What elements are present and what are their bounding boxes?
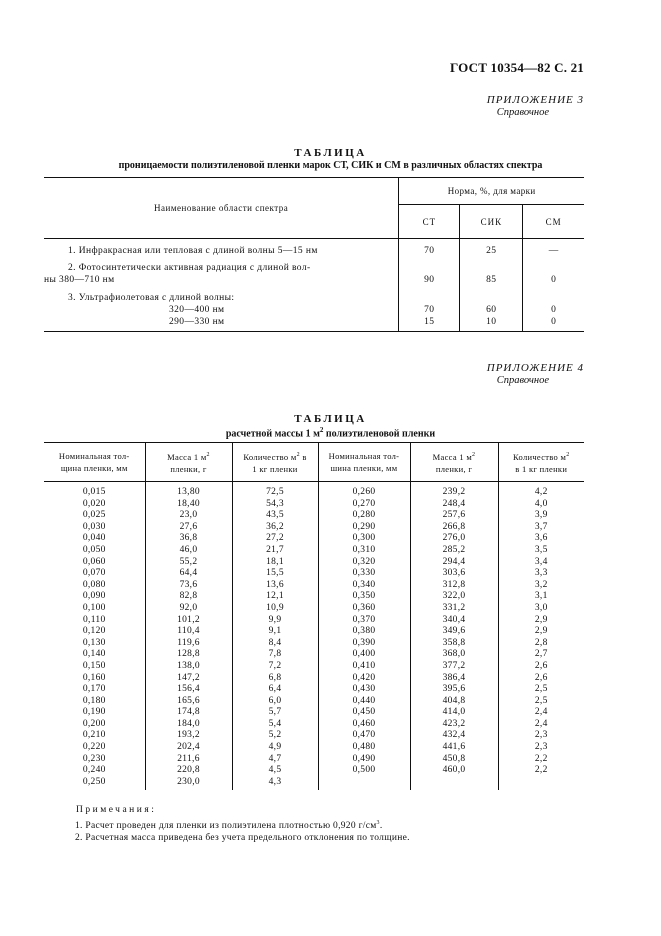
table1-caption: ТАБЛИЦА [294,147,367,159]
table-cell: 4,5 [232,765,318,777]
col-header-thickness: Номинальная тол- щина пленки, мм [44,443,145,482]
row-label: 1. Инфракрасная или тепловая с длиной волны 5—15 нм [68,246,318,256]
cell-value: 90 [399,257,460,286]
table-cell: 0,370 [318,615,410,627]
table-cell: 0,330 [318,568,410,580]
table-cell: 13,6 [232,580,318,592]
row-label-line1: 2. Фотосинтетически активная радиация с длиной вол- [68,263,311,273]
cell-value: 60 [460,304,523,316]
table-cell: 0,220 [82,742,106,753]
col-header-st: СТ [399,205,460,239]
table-cell: 414,0 [410,707,498,719]
table-row [44,580,584,592]
appendix-4-sub: Справочное [496,375,549,386]
table-cell: 0,490 [318,754,410,766]
table-cell: 0,160 [82,672,106,683]
table-cell: 0,090 [82,591,106,602]
table-cell: 3,9 [498,510,584,522]
table-cell: 4,0 [498,499,584,511]
table1-subtitle: проницаемости полиэтиленовой пленки марок СТ, СИК и СМ в различных областях спектра [118,160,543,171]
page-header: ГОСТ 10354—82 С. 21 [450,60,584,75]
table-row [44,730,584,742]
table-row [44,615,584,627]
table-cell: 9,9 [232,615,318,627]
table-cell: 7,8 [232,649,318,661]
table-cell: 0,460 [318,719,410,731]
table-row [44,499,584,511]
appendix-4-label: ПРИЛОЖЕНИЕ 4 [486,362,584,374]
table-cell: 0,230 [82,753,106,764]
cell-value [399,286,460,304]
table-row [44,257,584,286]
row-label [44,257,399,286]
table-cell: 128,8 [145,649,232,661]
table-cell: 5,2 [232,730,318,742]
row-label-line2: ны 380—710 нм [44,275,115,285]
table-cell: 54,3 [232,499,318,511]
table-cell: 220,8 [145,765,232,777]
table-cell: 460,0 [410,765,498,777]
table-cell: 331,2 [410,603,498,615]
table-cell: 0,200 [82,718,106,729]
table-cell: 266,8 [410,522,498,534]
table-cell: 0,210 [82,730,106,741]
table-cell: 0,140 [82,649,106,660]
row-label: 3. Ультрафиолетовая с длиной волны: [68,293,235,303]
col-header-sik: СИК [460,205,523,239]
table-row [44,777,584,791]
table-cell: 0,350 [318,591,410,603]
cell-value: 10 [460,316,523,332]
table-cell: 18,1 [232,557,318,569]
table-cell: 138,0 [145,661,232,673]
table-cell: 73,6 [145,580,232,592]
spectrum-table [44,177,584,332]
table-row [44,673,584,685]
table-cell: 46,0 [145,545,232,557]
table-cell: 3,5 [498,545,584,557]
table-cell: 2,9 [498,615,584,627]
table-cell: 92,0 [145,603,232,615]
table-cell: 0,020 [82,498,106,509]
table-cell: 230,0 [145,777,232,791]
table-cell: 0,390 [318,638,410,650]
table-cell: 0,250 [82,776,106,787]
table-cell: 6,8 [232,673,318,685]
table-cell: 0,120 [82,626,106,637]
table-cell: 2,2 [498,765,584,777]
cell-value: — [523,239,584,258]
table-cell: 18,40 [145,499,232,511]
table-row [44,591,584,603]
table-cell: 27,2 [232,533,318,545]
notes [76,804,410,845]
table-cell: 303,6 [410,568,498,580]
table-cell: 423,2 [410,719,498,731]
table-cell: 0,290 [318,522,410,534]
table-cell: 0,480 [318,742,410,754]
table-cell: 27,6 [145,522,232,534]
table-cell: 2,6 [498,673,584,685]
row-label: 290—330 нм [44,316,399,332]
table-cell: 239,2 [410,482,498,499]
table-cell: 0,280 [318,510,410,522]
table-cell: 13,80 [145,482,232,499]
cell-value: 15 [399,316,460,332]
table-cell: 2,6 [498,661,584,673]
table-cell: 0,450 [318,707,410,719]
table-row [44,568,584,580]
table-cell: 0,040 [82,533,106,544]
table-cell: 9,1 [232,626,318,638]
row-label: 320—400 нм [169,305,225,315]
table-cell: 0,320 [318,557,410,569]
table-row [44,522,584,534]
table-row [44,510,584,522]
col-header-quantity-2: Количество $м^2$ в 1 кг пленки [498,443,584,482]
col-header-sm: СМ [523,205,584,239]
table-cell: 72,5 [232,482,318,499]
table-cell: 10,9 [232,603,318,615]
note-2: 2. Расчетная масса приведена без учета предельного отклонения по толщине. [75,833,410,844]
table-cell: 119,6 [145,638,232,650]
table-cell: 0,400 [318,649,410,661]
table-cell: 276,0 [410,533,498,545]
table-row [44,707,584,719]
table-cell: 4,7 [232,754,318,766]
table-cell: 3,4 [498,557,584,569]
table-cell: 0,080 [82,579,106,590]
table-row [44,649,584,661]
table-row [44,545,584,557]
table-cell: 377,2 [410,661,498,673]
table-cell: 349,6 [410,626,498,638]
table-cell: 0,050 [82,544,106,555]
cell-value: 0 [523,257,584,286]
table-row [44,482,584,499]
table-cell: 395,6 [410,684,498,696]
table-cell: 174,8 [145,707,232,719]
table-cell: 386,4 [410,673,498,685]
table-cell: 0,240 [82,765,106,776]
table-row [44,765,584,777]
table-cell: 0,410 [318,661,410,673]
table-cell: 358,8 [410,638,498,650]
table-cell: 12,1 [232,591,318,603]
table-cell: 64,4 [145,568,232,580]
table-row [44,286,584,304]
table-cell: 0,110 [82,614,106,625]
table-cell: 2,7 [498,649,584,661]
table-cell: 285,2 [410,545,498,557]
table-cell: 257,6 [410,510,498,522]
col-header-spectrum: Наименование области спектра [44,178,399,239]
table-row [44,316,584,332]
table-cell: 0,100 [82,602,106,613]
table2-caption: ТАБЛИЦА [294,413,367,425]
table-cell: 184,0 [145,719,232,731]
table-cell: 21,7 [232,545,318,557]
table-cell: 2,4 [498,719,584,731]
table-cell: 6,0 [232,696,318,708]
table-row [44,533,584,545]
table-cell: 4,2 [498,482,584,499]
table-cell: 2,3 [498,742,584,754]
table-cell: 36,8 [145,533,232,545]
table-cell: 404,8 [410,696,498,708]
col-header-quantity: Количество $м^2$ в 1 кг пленки [232,443,318,482]
table-cell: 156,4 [145,684,232,696]
table-cell: 2,2 [498,754,584,766]
table-cell: 0,025 [82,510,106,521]
table-cell: 432,4 [410,730,498,742]
cell-value [523,286,584,304]
table-cell: 0,420 [318,673,410,685]
table-cell: 0,430 [318,684,410,696]
table-cell: 8,4 [232,638,318,650]
table-cell: 2,5 [498,684,584,696]
table-cell: 82,8 [145,591,232,603]
table-cell: 0,360 [318,603,410,615]
col-header-mass-2: Масса 1 $м^2$ пленки, г [410,443,498,482]
table-row [44,696,584,708]
table-cell [410,777,498,791]
table-cell: 0,015 [82,487,106,497]
col-header-norm: Норма, %, для марки [399,178,584,205]
notes-title: Примечания: [76,805,157,815]
col-header-mass: Масса 1 $м^2$ пленки, г [145,443,232,482]
table-cell: 2,3 [498,730,584,742]
table-cell: 147,2 [145,673,232,685]
table-cell: 2,4 [498,707,584,719]
table-cell: 450,8 [410,754,498,766]
table-cell: 3,0 [498,603,584,615]
table-cell: 0,260 [318,482,410,499]
table2-subtitle: расчетной массы 1 $м^2$ полиэтиленовой пленки [225,426,436,440]
table-cell: 3,6 [498,533,584,545]
table-cell: 3,1 [498,591,584,603]
table-row [44,557,584,569]
table-cell: 0,030 [82,521,106,532]
table-row [44,638,584,650]
table-cell: 15,5 [232,568,318,580]
table-cell: 340,4 [410,615,498,627]
table-cell: 0,470 [318,730,410,742]
col-header-thickness-2: Номинальная тол- шина пленки, мм [318,443,410,482]
table-cell: 312,8 [410,580,498,592]
table-cell: 0,190 [82,707,106,718]
table-cell: 2,5 [498,696,584,708]
note-1: 1. Расчет проведен для пленки из полиэтилена плотностью 0,920 $г/см^3$. [75,819,383,831]
table-row [44,661,584,673]
table-cell: 101,2 [145,615,232,627]
cell-value: 85 [460,257,523,286]
table-row [44,684,584,696]
cell-value: 0 [523,316,584,332]
table-cell: 110,4 [145,626,232,638]
table-row [44,719,584,731]
table-cell: 4,3 [232,777,318,791]
table-cell: 0,440 [318,696,410,708]
table-cell: 248,4 [410,499,498,511]
table-cell: 2,8 [498,638,584,650]
table-cell: 0,380 [318,626,410,638]
table-cell: 0,270 [318,499,410,511]
table-cell: 0,300 [318,533,410,545]
table-cell: 0,180 [82,695,106,706]
table-cell: 0,130 [82,637,106,648]
table-cell [498,777,584,791]
table-cell: 202,4 [145,742,232,754]
table-row [44,239,584,258]
table-cell: 193,2 [145,730,232,742]
table-cell: 294,4 [410,557,498,569]
table-cell: 5,7 [232,707,318,719]
table-cell: 5,4 [232,719,318,731]
table-cell: 0,170 [82,684,106,695]
cell-value [460,286,523,304]
appendix-3-label: ПРИЛОЖЕНИЕ 3 [486,94,584,106]
table-cell: 4,9 [232,742,318,754]
table-cell: 55,2 [145,557,232,569]
table-cell: 2,9 [498,626,584,638]
table-cell [318,777,410,791]
table-cell: 0,070 [82,568,106,579]
table-row [44,754,584,766]
table-row [44,603,584,615]
table-cell: 0,500 [318,765,410,777]
table-cell: 441,6 [410,742,498,754]
table-cell: 36,2 [232,522,318,534]
table-cell: 0,060 [82,556,106,567]
table-cell: 3,7 [498,522,584,534]
cell-value: 25 [460,239,523,258]
table-cell: 3,2 [498,580,584,592]
table-cell: 7,2 [232,661,318,673]
mass-table [44,442,584,790]
table-cell: 0,150 [82,660,106,671]
cell-value: 70 [399,304,460,316]
table-cell: 368,0 [410,649,498,661]
table-row [44,626,584,638]
table-cell: 6,4 [232,684,318,696]
cell-value: 70 [399,239,460,258]
table-row [44,304,584,316]
table-cell: 3,3 [498,568,584,580]
table-cell: 0,340 [318,580,410,592]
table-cell: 165,6 [145,696,232,708]
table-cell: 322,0 [410,591,498,603]
table-cell: 0,310 [318,545,410,557]
table-cell: 211,6 [145,754,232,766]
table-cell: 43,5 [232,510,318,522]
table-cell: 23,0 [145,510,232,522]
cell-value: 0 [523,304,584,316]
table-row [44,742,584,754]
appendix-3-sub: Справочное [496,107,549,118]
